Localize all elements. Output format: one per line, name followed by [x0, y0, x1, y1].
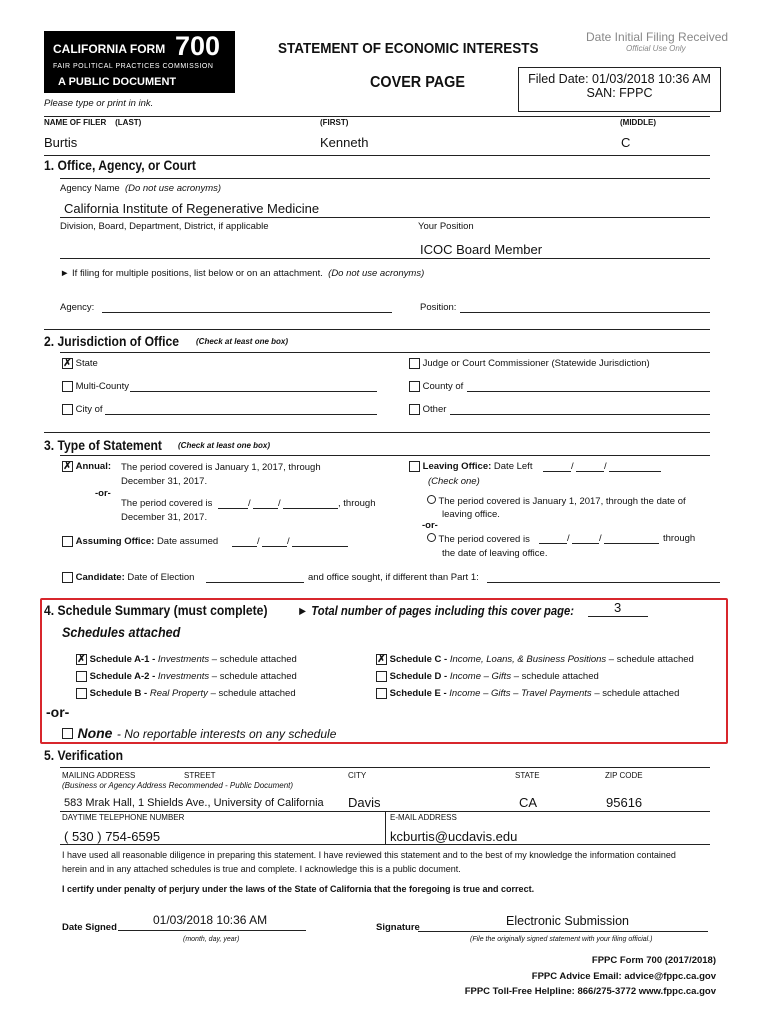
- candidate-checkbox[interactable]: [62, 572, 73, 583]
- commission-name: FAIR POLITICAL PRACTICES COMMISSION: [53, 63, 214, 70]
- none-option[interactable]: [62, 725, 336, 743]
- filed-date: Filed Date: 01/03/2018 10:36 AM: [528, 72, 711, 86]
- division-label: Division, Board, Department, District, if applicable: [60, 221, 269, 232]
- judge-checkbox[interactable]: [409, 358, 420, 369]
- phone-field[interactable]: [64, 829, 160, 844]
- street-label: STREET: [184, 771, 216, 780]
- date-assumed-label: Date assumed: [156, 536, 219, 548]
- agency2-label: Agency:: [60, 302, 95, 313]
- leaving-or: -or-: [422, 520, 438, 531]
- phone-area: ( 530 ): [64, 829, 102, 844]
- a2-type: Investments: [157, 671, 210, 683]
- address-field[interactable]: 583 Mrak Hall, 1 Shields Ave., University of California: [64, 797, 324, 809]
- signature-note: (File the originally signed statement with your filing official.): [470, 936, 653, 943]
- leaving-radio1[interactable]: [427, 495, 436, 504]
- schedule-c-checkbox[interactable]: ✗: [377, 654, 386, 665]
- date-signed-field[interactable]: 01/03/2018 10:36 AM: [153, 913, 268, 927]
- position2-field[interactable]: [460, 312, 710, 313]
- annual-checkbox[interactable]: ✗: [63, 461, 72, 472]
- jurisdiction-city[interactable]: [62, 404, 103, 415]
- jurisdiction-county[interactable]: [409, 381, 463, 392]
- date-election-label: Date of Election: [127, 572, 195, 584]
- assumed-sep1: /: [257, 536, 260, 547]
- e-type: Income – Gifts – Travel Payments: [449, 688, 592, 700]
- schedule-e[interactable]: [376, 688, 679, 699]
- none-rest: - No reportable interests on any schedule: [116, 727, 337, 741]
- total-pages-field[interactable]: 3: [614, 600, 622, 615]
- check-one-label: (Check one): [428, 476, 480, 487]
- agency-label: [60, 183, 221, 194]
- leaving-option2[interactable]: [427, 533, 530, 545]
- multiple-note-acronyms: (Do not use acronyms): [328, 268, 425, 279]
- county-checkbox[interactable]: [409, 381, 420, 392]
- city-label-addr: CITY: [348, 771, 367, 780]
- period-sep1: /: [248, 498, 251, 509]
- county-label: County of: [422, 381, 464, 393]
- date-left-label: Date Left: [493, 461, 533, 473]
- position2-label: Position:: [420, 302, 457, 313]
- leaving-option[interactable]: [409, 461, 532, 472]
- agency-name-field[interactable]: California Institute of Regenerative Medicine: [64, 201, 320, 216]
- filer-middle-name[interactable]: C: [621, 135, 631, 150]
- annual-option[interactable]: [62, 461, 111, 472]
- label-last: (LAST): [115, 118, 142, 127]
- a2-label: Schedule A-2 -: [89, 671, 156, 683]
- diligence-line2: herein and in any attached schedules is true and complete. I acknowledge this is a public document.: [62, 864, 461, 874]
- section5-title: 5. Verification: [44, 748, 124, 763]
- filer-first-name[interactable]: Kenneth: [320, 135, 369, 150]
- section1-title: 1. Office, Agency, or Court: [44, 158, 196, 173]
- period-through: , through: [338, 498, 376, 509]
- period-text: The period covered is: [121, 498, 213, 509]
- state-field[interactable]: CA: [519, 795, 538, 810]
- date-signed-label: Date Signed: [62, 922, 117, 933]
- a1-label: Schedule A-1 -: [89, 654, 156, 666]
- candidate-option[interactable]: [62, 572, 194, 583]
- received-title: Date Initial Filing Received: [586, 30, 729, 44]
- filer-name-label: [44, 118, 141, 127]
- filed-box: [518, 67, 721, 112]
- footer-advice-email: FPPC Advice Email: advice@fppc.ca.gov: [531, 971, 716, 982]
- label-middle: (MIDDLE): [620, 118, 656, 127]
- d-rest: – schedule attached: [513, 671, 599, 683]
- section3-title: 3. Type of Statement: [44, 438, 162, 453]
- period-sep2: /: [278, 498, 281, 509]
- date-format-note: (month, day, year): [183, 936, 240, 943]
- section3-header: [44, 437, 271, 455]
- schedule-a2[interactable]: [76, 671, 297, 682]
- phone-number: 754-6595: [105, 829, 161, 844]
- state-checkbox[interactable]: ✗: [63, 358, 72, 369]
- filed-san: SAN: FPPC: [586, 86, 653, 100]
- schedule-c[interactable]: [376, 654, 694, 665]
- email-field[interactable]: kcburtis@ucdavis.edu: [390, 829, 518, 844]
- section4-title: 4. Schedule Summary (must complete): [44, 603, 268, 618]
- judge-label: Judge or Court Commissioner (Statewide Jurisdiction): [422, 358, 650, 370]
- city-field[interactable]: Davis: [348, 795, 381, 810]
- none-checkbox[interactable]: [62, 728, 73, 739]
- annual-label: Annual:: [75, 461, 111, 473]
- e-rest: – schedule attached: [594, 688, 680, 700]
- diligence-line1: I have used all reasonable diligence in preparing this statement. I have reviewed this statement and to the best of my knowledge the information contained: [62, 850, 676, 860]
- label-first: (FIRST): [320, 118, 349, 127]
- leaving-checkbox[interactable]: [409, 461, 420, 472]
- label-name: NAME OF FILER: [44, 118, 107, 127]
- zip-field[interactable]: 95616: [606, 795, 643, 810]
- form-prefix: CALIFORNIA FORM: [53, 42, 166, 56]
- city-checkbox[interactable]: [62, 404, 73, 415]
- schedule-e-checkbox[interactable]: [376, 688, 387, 699]
- e-label: Schedule E -: [389, 688, 447, 700]
- agency-name-label: Agency Name: [60, 183, 120, 194]
- section3-note: (Check at least one box): [178, 441, 271, 450]
- office-sought-label: and office sought, if different than Part 1:: [308, 572, 479, 583]
- schedule-b-checkbox[interactable]: [76, 688, 87, 699]
- section2-note: (Check at least one box): [196, 337, 289, 346]
- leaving-opt1b: leaving office.: [442, 509, 500, 520]
- assuming-option[interactable]: [62, 536, 218, 547]
- jurisdiction-state[interactable]: [62, 358, 98, 369]
- schedule-d-checkbox[interactable]: [376, 671, 387, 682]
- email-label: E-MAIL ADDRESS: [390, 813, 457, 822]
- candidate-label: Candidate:: [75, 572, 125, 584]
- mailing-label: MAILING ADDRESS: [62, 771, 136, 780]
- annual-text2: December 31, 2017.: [121, 476, 208, 487]
- annual-or: -or-: [95, 488, 111, 499]
- zip-label: ZIP CODE: [605, 771, 643, 780]
- multi-county-label: Multi-County: [75, 381, 129, 393]
- footer-form-version: FPPC Form 700 (2017/2018): [591, 955, 716, 966]
- footer-helpline: FPPC Toll-Free Helpline: 866/275-3772 www.fppc.ca.gov: [464, 986, 716, 997]
- signature-label: Signature: [376, 922, 420, 933]
- form-badge: [44, 31, 235, 93]
- phone-label: DAYTIME TELEPHONE NUMBER: [62, 813, 185, 822]
- leaving-label: Leaving Office:: [422, 461, 492, 473]
- leaving-opt2a: The period covered is: [438, 534, 530, 545]
- c-rest: – schedule attached: [608, 654, 694, 666]
- filer-last-name[interactable]: Burtis: [44, 135, 78, 150]
- official-use-label: Official Use Only: [626, 44, 686, 53]
- position-label: Your Position: [418, 221, 474, 232]
- other-checkbox[interactable]: [409, 404, 420, 415]
- multiple-positions-note: [60, 268, 424, 279]
- a1-type: Investments: [157, 654, 210, 666]
- multiple-note: ► If filing for multiple positions, list below or on an attachment.: [60, 268, 323, 279]
- schedule-d[interactable]: [376, 671, 599, 682]
- certify-statement: I certify under penalty of perjury under the laws of the State of California that the foregoing is true and correct.: [62, 884, 535, 894]
- section2-title: 2. Jurisdiction of Office: [44, 334, 180, 349]
- agency-note: (Do not use acronyms): [124, 183, 222, 194]
- multi-county-checkbox[interactable]: [62, 381, 73, 392]
- section4-or: -or-: [46, 704, 70, 720]
- leaving-radio2[interactable]: [427, 533, 436, 542]
- leaving-opt1a: The period covered is January 1, 2017, through the date of: [438, 496, 686, 507]
- cover-page-title: COVER PAGE: [370, 74, 465, 91]
- left-sep2: /: [604, 461, 607, 472]
- schedule-b[interactable]: [76, 688, 296, 699]
- assuming-checkbox[interactable]: [62, 536, 73, 547]
- section2-header: [44, 333, 289, 351]
- signature-field[interactable]: Electronic Submission: [506, 914, 629, 928]
- schedule-a1[interactable]: [76, 654, 297, 665]
- position-field[interactable]: ICOC Board Member: [420, 242, 543, 257]
- c-label: Schedule C -: [389, 654, 448, 666]
- schedule-a1-checkbox[interactable]: ✗: [77, 654, 86, 665]
- annual-text1: The period covered is January 1, 2017, through: [121, 462, 321, 473]
- assumed-sep2: /: [287, 536, 290, 547]
- schedules-attached-label: Schedules attached: [62, 624, 181, 640]
- jurisdiction-judge[interactable]: [409, 358, 650, 369]
- agency2-field[interactable]: [102, 312, 392, 313]
- a2-rest: – schedule attached: [211, 671, 297, 683]
- left-sep1: /: [571, 461, 574, 472]
- form-title: STATEMENT OF ECONOMIC INTERESTS: [278, 40, 539, 57]
- leave2-sep2: /: [599, 533, 602, 544]
- public-document-label: A PUBLIC DOCUMENT: [58, 76, 177, 88]
- b-label: Schedule B -: [89, 688, 148, 700]
- leave2-through: through: [663, 533, 696, 544]
- total-pages-label: ► Total number of pages including this cover page:: [297, 604, 575, 618]
- d-label: Schedule D -: [389, 671, 448, 683]
- other-label: Other: [422, 404, 447, 416]
- assuming-label: Assuming Office:: [75, 536, 155, 548]
- state-label-addr: STATE: [515, 771, 540, 780]
- form-number: 700: [175, 31, 221, 61]
- schedule-a2-checkbox[interactable]: [76, 671, 87, 682]
- mailing-note: (Business or Agency Address Recommended - Public Document): [62, 781, 294, 790]
- b-type: Real Property: [149, 688, 208, 700]
- jurisdiction-other[interactable]: [409, 404, 446, 415]
- b-rest: – schedule attached: [210, 688, 296, 700]
- leave2-sep1: /: [567, 533, 570, 544]
- d-type: Income – Gifts: [449, 671, 512, 683]
- jurisdiction-multi-county[interactable]: [62, 381, 129, 392]
- instructions: Please type or print in ink.: [44, 98, 154, 109]
- leaving-option1[interactable]: [427, 495, 686, 507]
- c-type: Income, Loans, & Business Positions: [449, 654, 607, 666]
- leaving-opt2b: the date of leaving office.: [442, 548, 548, 559]
- city-label: City of: [75, 404, 103, 416]
- state-label: State: [75, 358, 98, 370]
- a1-rest: – schedule attached: [211, 654, 297, 666]
- none-label: None: [77, 725, 113, 741]
- period-dec31: December 31, 2017.: [121, 512, 208, 523]
